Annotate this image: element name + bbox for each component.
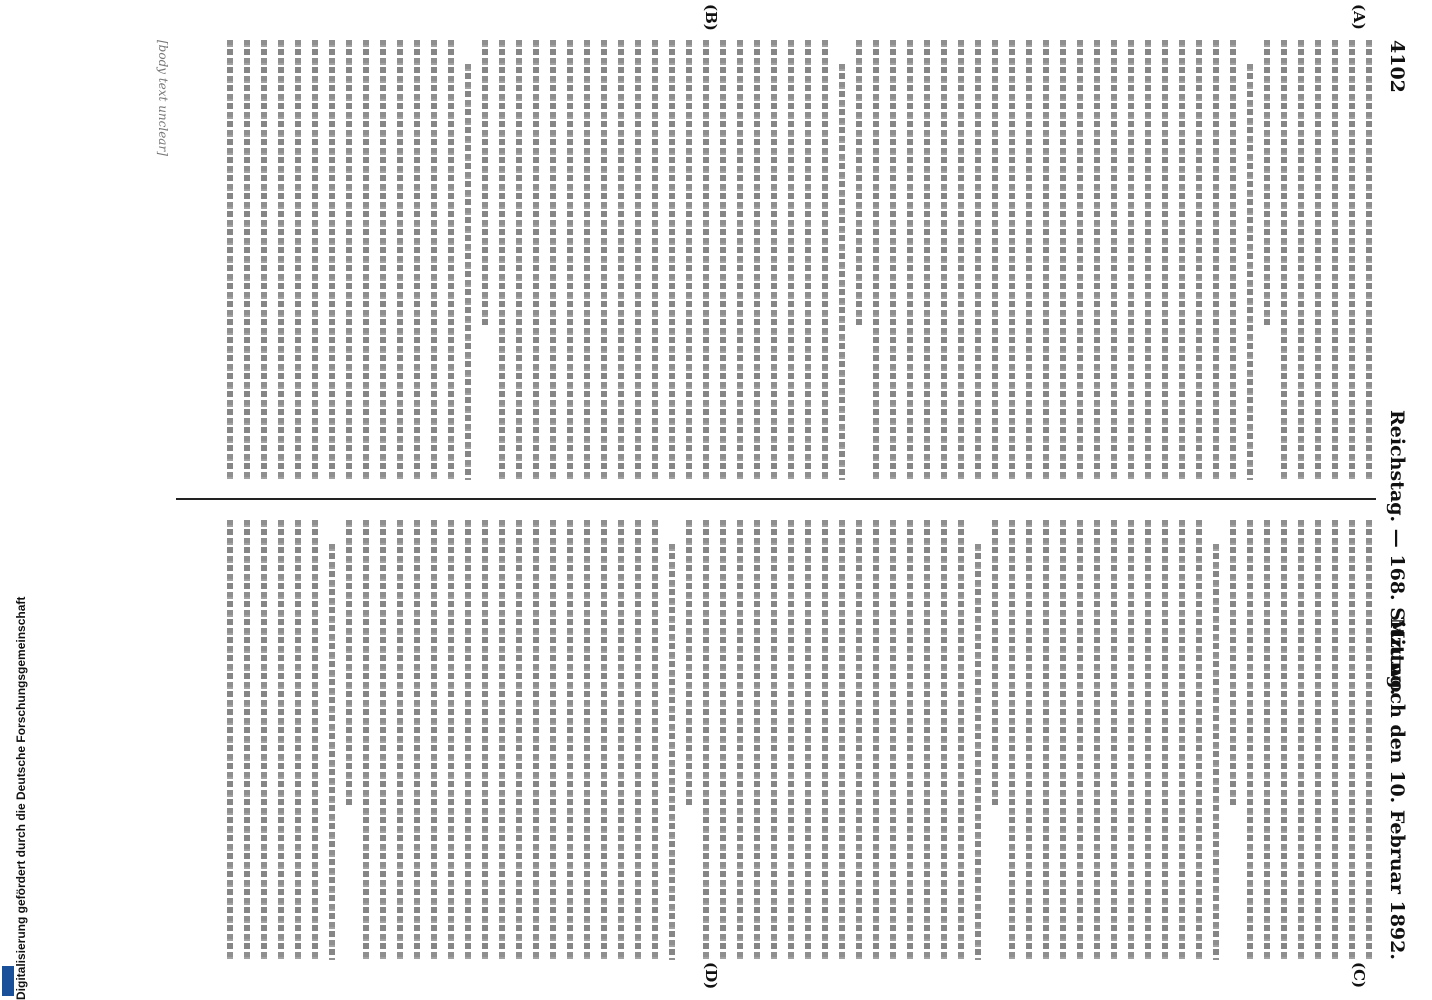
text-line xyxy=(839,64,845,480)
text-line xyxy=(465,64,471,480)
text-line xyxy=(805,40,811,480)
text-line xyxy=(975,40,981,480)
text-line xyxy=(1145,520,1151,960)
text-line xyxy=(1043,520,1049,960)
text-line xyxy=(1230,520,1236,806)
text-line xyxy=(737,520,743,960)
text-line xyxy=(1298,520,1304,960)
text-line xyxy=(278,40,284,480)
text-line xyxy=(771,40,777,480)
text-line xyxy=(397,40,403,480)
text-line xyxy=(856,520,862,960)
text-line xyxy=(1128,40,1134,480)
text-column-right xyxy=(192,520,1372,960)
text-line xyxy=(873,520,879,960)
text-line xyxy=(1026,520,1032,960)
text-line xyxy=(465,520,471,960)
session-title: Reichstag. — 168. Sitzung. xyxy=(1386,410,1408,696)
text-line xyxy=(516,520,522,960)
margin-letter-d: (D) xyxy=(702,962,720,990)
text-line xyxy=(329,40,335,480)
text-line xyxy=(1060,40,1066,480)
text-line xyxy=(890,40,896,480)
text-line xyxy=(261,40,267,480)
text-line xyxy=(941,520,947,960)
text-line xyxy=(839,520,845,960)
text-line xyxy=(703,40,709,480)
text-line xyxy=(1043,40,1049,480)
text-line xyxy=(448,520,454,960)
text-line xyxy=(1162,520,1168,960)
text-line xyxy=(431,40,437,480)
text-line xyxy=(924,40,930,480)
text-line xyxy=(584,40,590,480)
text-line xyxy=(1094,520,1100,960)
text-line xyxy=(958,520,964,960)
text-line xyxy=(363,520,369,960)
text-line xyxy=(346,520,352,806)
text-line xyxy=(941,40,947,480)
text-line xyxy=(414,520,420,960)
text-line xyxy=(380,40,386,480)
text-line xyxy=(1145,40,1151,480)
text-line xyxy=(397,520,403,960)
text-line xyxy=(601,40,607,480)
text-line xyxy=(1366,40,1372,480)
text-line xyxy=(227,40,233,480)
text-line xyxy=(227,520,233,960)
text-line xyxy=(1315,520,1321,960)
digitization-credit: Digitalisierung gefördert durch die Deutsche Forschungsgemeinschaft xyxy=(14,596,28,1000)
text-line xyxy=(482,520,488,960)
text-line xyxy=(499,520,505,960)
text-line xyxy=(958,40,964,480)
text-line xyxy=(346,40,352,480)
text-line xyxy=(499,40,505,480)
text-line xyxy=(1111,520,1117,960)
text-line xyxy=(1128,520,1134,960)
text-line xyxy=(754,40,760,480)
text-line xyxy=(431,520,437,960)
text-line xyxy=(788,40,794,480)
text-line xyxy=(1162,40,1168,480)
text-line xyxy=(873,40,879,480)
text-line xyxy=(1264,520,1270,960)
text-line xyxy=(618,40,624,480)
text-line xyxy=(805,520,811,960)
text-line xyxy=(1196,520,1202,960)
text-line xyxy=(1230,40,1236,480)
text-line xyxy=(720,520,726,960)
text-line xyxy=(703,520,709,960)
text-line xyxy=(1077,40,1083,480)
text-line xyxy=(1213,544,1219,960)
text-line xyxy=(669,544,675,960)
text-line xyxy=(618,520,624,960)
text-line xyxy=(448,40,454,480)
session-date: Mittwoch den 10. Februar 1892. xyxy=(1386,617,1408,960)
text-line xyxy=(329,544,335,960)
text-line xyxy=(652,520,658,960)
text-line xyxy=(1349,40,1355,480)
text-line xyxy=(278,520,284,960)
column-divider xyxy=(176,498,1376,500)
text-line xyxy=(380,520,386,960)
page-number: 4102 xyxy=(1386,40,1408,93)
text-line xyxy=(312,520,318,960)
body-text-unclear: [body text unclear] xyxy=(156,40,170,156)
text-line xyxy=(1111,40,1117,480)
text-line xyxy=(822,40,828,480)
text-line xyxy=(1332,40,1338,480)
text-line xyxy=(924,520,930,960)
text-line xyxy=(788,520,794,960)
text-line xyxy=(1094,40,1100,480)
text-line xyxy=(669,40,675,480)
margin-letter-b: (B) xyxy=(702,4,720,31)
text-line xyxy=(363,40,369,480)
text-line xyxy=(261,520,267,960)
text-line xyxy=(1179,520,1185,960)
text-line xyxy=(516,40,522,480)
margin-letter-c: (C) xyxy=(1350,962,1368,989)
text-line xyxy=(533,40,539,480)
text-line xyxy=(1264,40,1270,326)
text-line xyxy=(1315,40,1321,480)
text-line xyxy=(975,544,981,960)
margin-letter-a: (A) xyxy=(1350,4,1368,30)
text-line xyxy=(601,520,607,960)
text-line xyxy=(295,40,301,480)
text-line xyxy=(1281,40,1287,480)
text-line xyxy=(1349,520,1355,960)
text-line xyxy=(992,520,998,806)
text-line xyxy=(1281,520,1287,960)
page-header xyxy=(1380,40,1412,960)
text-line xyxy=(1213,40,1219,480)
text-line xyxy=(244,520,250,960)
text-line xyxy=(1247,520,1253,960)
text-column-left xyxy=(192,40,1372,480)
text-line xyxy=(1247,64,1253,480)
text-line xyxy=(1060,520,1066,960)
text-line xyxy=(550,520,556,960)
text-line xyxy=(1026,40,1032,480)
text-line xyxy=(1332,520,1338,960)
text-line xyxy=(635,520,641,960)
text-line xyxy=(584,520,590,960)
text-line xyxy=(482,40,488,326)
text-line xyxy=(414,40,420,480)
text-line xyxy=(1009,40,1015,480)
text-line xyxy=(1298,40,1304,480)
text-line xyxy=(312,40,318,480)
text-line xyxy=(754,520,760,960)
text-line xyxy=(1077,520,1083,960)
text-line xyxy=(533,520,539,960)
text-line xyxy=(1196,40,1202,480)
text-line xyxy=(992,40,998,480)
text-line xyxy=(244,40,250,480)
text-line xyxy=(737,40,743,480)
dfg-logo-icon xyxy=(2,966,14,996)
text-line xyxy=(652,40,658,480)
text-line xyxy=(907,520,913,960)
text-line xyxy=(907,40,913,480)
text-line xyxy=(1179,40,1185,480)
text-line xyxy=(890,520,896,960)
text-line xyxy=(295,520,301,960)
text-line xyxy=(822,520,828,960)
text-line xyxy=(771,520,777,960)
text-line xyxy=(550,40,556,480)
text-line xyxy=(635,40,641,480)
text-line xyxy=(567,520,573,960)
text-line xyxy=(720,40,726,480)
text-line xyxy=(1009,520,1015,960)
text-line xyxy=(686,40,692,480)
text-line xyxy=(1366,520,1372,960)
text-line xyxy=(686,520,692,806)
text-line xyxy=(856,40,862,326)
text-line xyxy=(567,40,573,480)
